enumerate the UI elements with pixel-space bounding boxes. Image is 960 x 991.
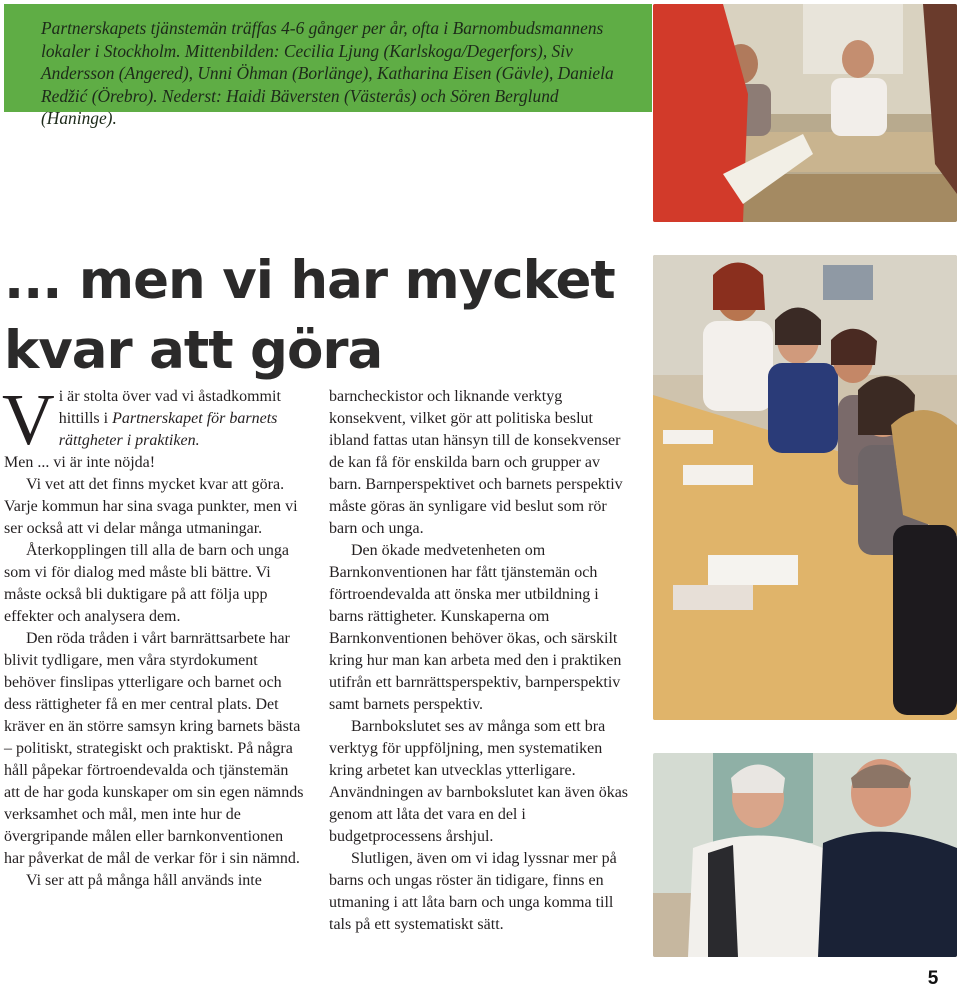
headline-line-1: ... men vi har mycket	[4, 250, 615, 311]
paragraph-feedback: Återkopplingen till alla de barn och unga som vi för dialog med måste bli bättre. Vi måste också bli duktigare på att följa upp effekter och analysera dem.	[4, 542, 290, 625]
page-number: 5	[927, 968, 939, 989]
paragraph-much-left: Vi vet att det finns mycket kvar att göra. Varje kommun har sina svaga punkter, men vi ser också att vi delar många utmaningar.	[4, 476, 298, 537]
paragraph-child-report: Barnbokslutet ses av många som ett bra verktyg för uppföljning, men systematiken kring arbetet kan utvecklas ytterligare. Användningen av barnbokslutet kan även ökas genom att låta det vara en del i budgetprocessens årshjul.	[329, 718, 629, 845]
paragraph-tools-continued: barncheckistor och liknande verktyg konsekvent, vilket gör att politiska beslut ibland fattas utan hänsyn till de konsekvenser de kan få för enskilda barn och grupper av barn. Barnperspektivet och barnets perspektiv måste göras än synligare vid beslut som rör barn och unga.	[329, 388, 623, 537]
photo-caption-box	[4, 4, 652, 128]
meeting-photo-bottom	[653, 753, 957, 957]
article-column-right	[329, 386, 631, 936]
intro-italic-text: Partnerskapet för barnets rättgheter i praktiken.	[58, 410, 278, 449]
intro-text: i är stolta över vad vi åstadkommit hittills i	[58, 388, 281, 427]
paragraph-finally: Slutligen, även om vi idag lyssnar mer på barns och ungas röster än tidigare, finns en utmaning i att låta barn och unga komma till tals på ett systematiskt sätt.	[329, 850, 617, 933]
photo-caption: Partnerskapets tjänstemän träffas 4-6 gånger per år, ofta i Barnombudsmannens lokaler i Stockholm. Mittenbilden: Cecilia Ljung (Karlskoga/Degerfors), Siv Andersson (Angered), Unni Öhman (Borlänge), Katharina Eisen (Gävle), Daniela Redžić (Örebro). Nederst: Haidi Bäversten (Västerås) och Sören Berglund (Haninge).	[41, 18, 614, 128]
drop-cap: V	[2, 379, 55, 460]
paragraph-tools-start: Vi ser att på många håll används inte	[26, 872, 262, 889]
intro-paragraph	[2, 379, 304, 460]
article-headline	[4, 246, 615, 386]
meeting-photo-top	[653, 4, 957, 222]
meeting-photo-middle	[653, 255, 957, 720]
paragraph-not-satisfied: Men ... vi är inte nöjda!	[4, 454, 156, 471]
headline-line-2: kvar att göra	[4, 320, 383, 381]
paragraph-red-thread: Den röda tråden i vårt barnrättsarbete har blivit tydligare, men våra styrdokument behöver finslipas ytterligare och barnet och dess rättigheter få en mer central plats. Det kräver en än större samsyn kring barnets bästa – politiskt, strategiskt och praktiskt. På några håll påpekar förtroendevalda och tjänstemän att de har goda kunskaper om sin egen nämnds verksamhet och mål, men inte hur de övergripande målen eller barnkonventionen har påverkat de mål de verkar för i sin nämnd.	[4, 630, 304, 867]
article-column-left	[2, 379, 304, 892]
paragraph-awareness: Den ökade medvetenheten om Barnkonventionen har fått tjänstemän och förtroendevalda att önska mer utbildning i barns rättigheter. Kunskaperna om Barnkonventionen behöver ökas, och särskilt kring hur man kan arbeta med den i praktiken utifrån ett barnrättsperspektiv, barnperspektiv samt barnets perspektiv.	[329, 542, 622, 713]
